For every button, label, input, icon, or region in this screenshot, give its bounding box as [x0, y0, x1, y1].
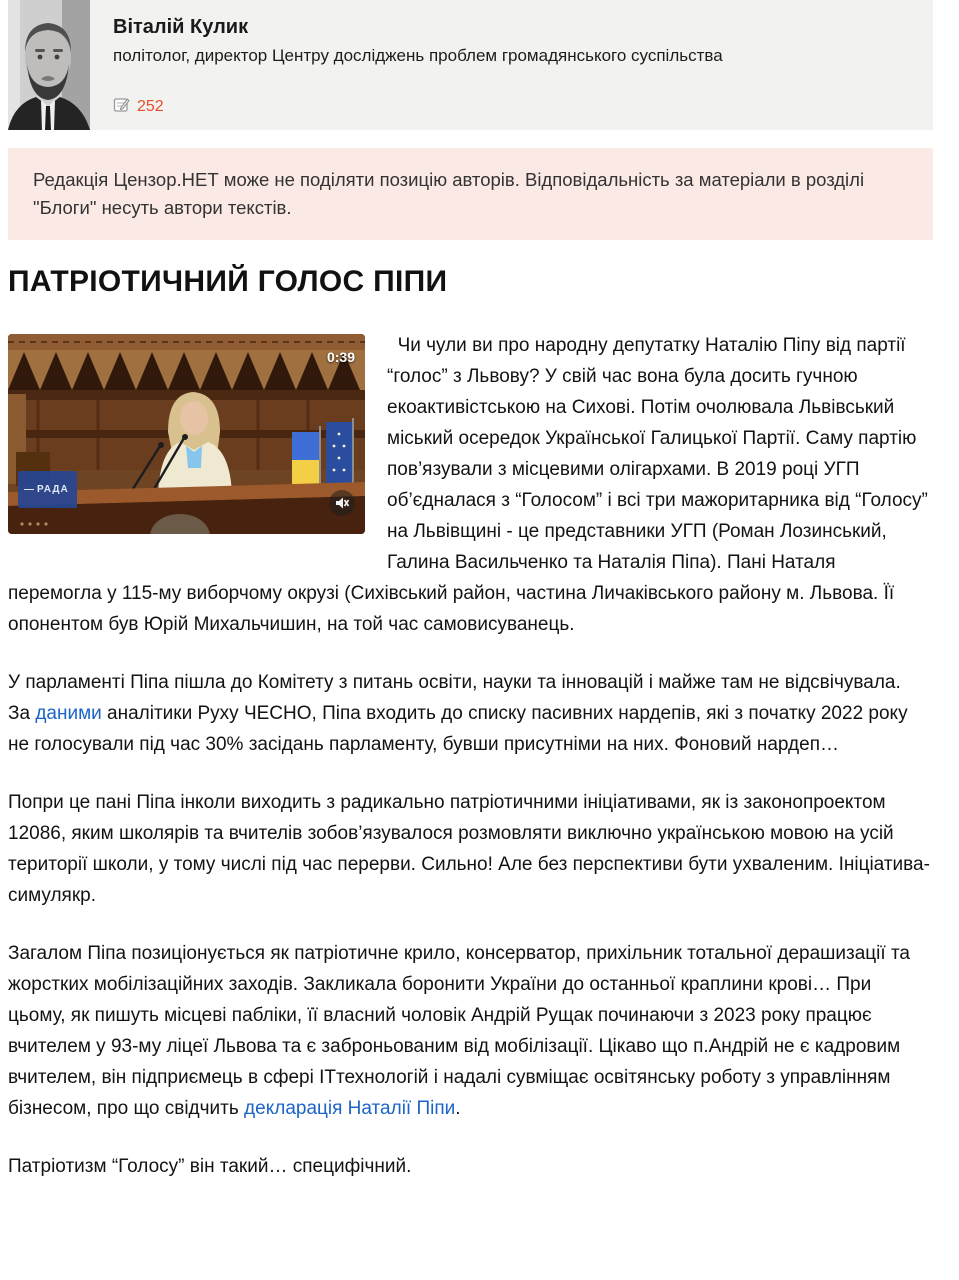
comments-link[interactable]: [113, 96, 164, 118]
author-portrait-image: [8, 0, 90, 130]
disclaimer-notice: Редакція Цензор.НЕТ може не поділяти позицію авторів. Відповідальність за матеріали в розділі "Блоги" несуть автори текстів.: [8, 148, 933, 240]
article-title: ПАТРІОТИЧНИЙ ГОЛОС ПІПИ: [8, 265, 448, 298]
article-paragraph: У парламенті Піпа пішла до Комітету з питань освіти, науки та інновацій і майже там не відсвічувала. За даними аналітики Руху ЧЕСНО, Піпа входить до списку пасивних нардепів, які з початку 2022 року не голосували під час 30% засідань парламенту, бувши присутніми на них. Фоновий нардеп…: [8, 672, 913, 755]
avatar: [8, 0, 90, 130]
inline-link[interactable]: декларація Наталії Піпи: [244, 1098, 456, 1119]
article-paragraph: Чи чули ви про народну депутатку Наталію Піпу від партії “голос” з Львову? У свій час вона була досить гучною екоактивістською на Сихові. Потім очолювала Львівський міський осередок Української Галицької Партії. Саму партію пов’язували з місцевими олігархами. В 2019 році УГП об’єдналася з “Голосом” і всі три мажоритарника від “Голосу” на Львівщині - це представники УГП (Роман Лозинський, Галина Васильченко та Наталія Піпа). Пані Наталя перемогла у 115-му виборчому окрузі (Сихівський район, частина Личаківського району м. Львова. Її опонентом був Юрій Михальчишин, на той час самовисуванець.: [8, 335, 934, 635]
author-description: політолог, директор Центру досліджень проблем громадянського суспільства: [113, 46, 723, 65]
author-info: [8, 0, 933, 68]
article-paragraph: Попри це пані Піпа інколи виходить з радикально патріотичними ініціативами, як із законопроектом 12086, яким школярів та вчителів зобов’язувалося розмовляти виключно українською мовою на усій території школи, у тому числі під час перерви. Сильно! Але без перспективи бути ухваленим. Ініціатива-симулякр.: [8, 792, 930, 906]
comments-count: 252: [137, 98, 164, 115]
article-paragraph: Загалом Піпа позиціонується як патріотичне крило, консерватор, прихільник тотальної дерашизації та жорстких мобілізаційних заходів. Закликала боронити України до останньої краплини крові… При цьому, як пишуть місцеві пабліки, її власний чоловік Андрій Рущак починаючи з 2023 року працює вчителем у 93-му ліцеї Львова та є заброньованим від мобілізації. Цікаво що п.Андрій не є кадровим вчителем, він підприємець в сфері ІТтехнологій і надалі сувміщає освітянську роботу з управлінням бізнесом, про що свідчить декларація Наталії Піпи.: [8, 943, 916, 1119]
article-body: [8, 330, 933, 1182]
note-edit-icon: [113, 96, 130, 118]
video-thumbnail[interactable]: [8, 334, 365, 534]
mute-icon[interactable]: [329, 490, 355, 516]
author-panel: [8, 0, 933, 130]
article-paragraph: Патріотизм “Голосу” він такий… специфічний.: [8, 1156, 412, 1177]
inline-link[interactable]: даними: [35, 703, 102, 724]
video-timestamp: 0:39: [326, 349, 355, 365]
author-name: Віталій Кулик: [113, 16, 249, 38]
rada-watermark: — РАДА: [18, 471, 77, 508]
